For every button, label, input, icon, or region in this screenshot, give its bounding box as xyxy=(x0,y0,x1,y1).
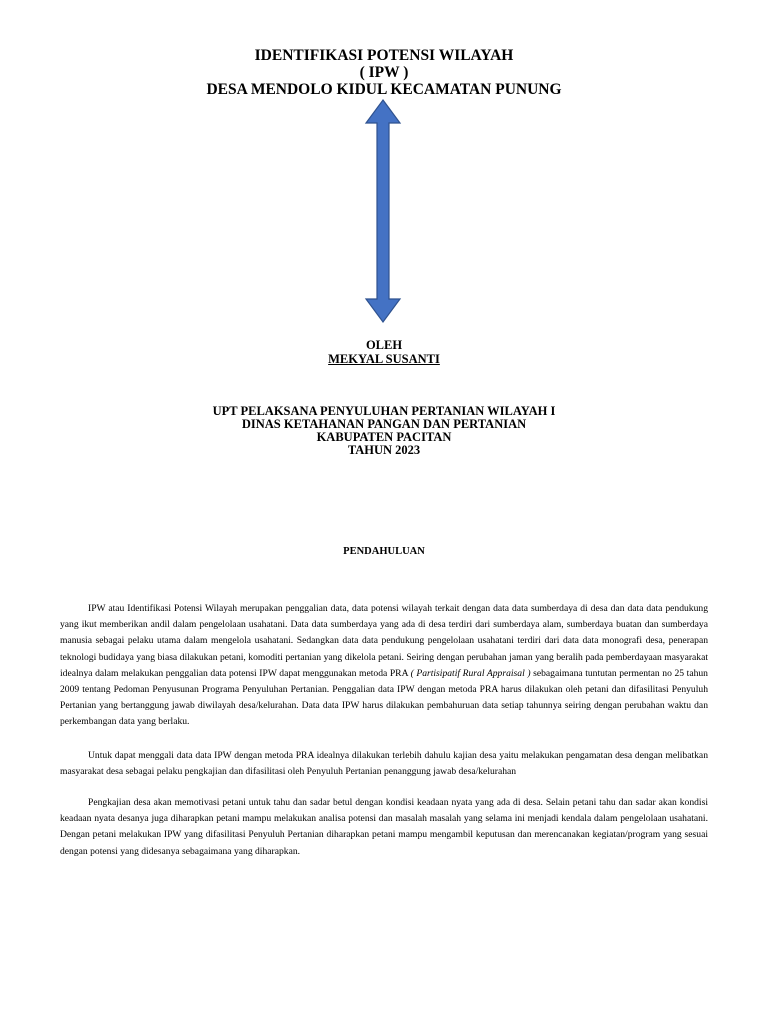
double-arrow-shape xyxy=(366,100,400,322)
institution-year: TAHUN 2023 xyxy=(347,443,421,457)
paragraph-1 xyxy=(60,601,708,731)
paragraph-3: Pengkajian desa akan memotivasi petani untuk tahu dan sadar betul dengan kondisi keadaan nyata yang ada di desa. Selain petani tahu dan sadar akan kondisi keadaan nyata desanya juga diharapkan petani mampu melakukan analisa potensi dan masalah masalah yang selama ini menjadi kendala dalam pengelolaan usahatani. Dengan petani melakukan IPW yang difasilitasi Penyuluh Pertanian diharapkan petani mampu mengambil keputusan dan merencanakan kegiatan/program yang sesuai dengan potensi yang didesanya sebagaimana yang diharapkan. xyxy=(60,797,708,857)
paragraph-2: Untuk dapat menggali data data IPW dengan metoda PRA idealnya dilakukan terlebih dahulu kajian desa yaitu melakukan pengamatan desa dengan melibatkan masyarakat desa sebagai pelaku pengkajian dan difasilitasi oleh Penyuluh Pertanian penanggung jawab desa/kelurahan xyxy=(60,750,708,778)
double-arrow-icon xyxy=(363,99,403,323)
document-title-abbreviation: ( IPW ) xyxy=(359,64,409,81)
paragraph-1-italic-term: ( Partisipatif Rural Appraisal ) xyxy=(410,667,531,679)
institution-line-3: KABUPATEN PACITAN xyxy=(316,430,452,444)
section-heading: PENDAHULUAN xyxy=(343,546,425,557)
paragraph-1-text-b: sebagaimana tuntutan permentan no 25 tahun 2009 tentang Pedoman Penyusunan Programa Penyuluhan Pertanian. Penggalian data IPW dengan metoda PRA harus dilakukan oleh petani dan difasilitasi Penyuluh Pertanian yang bertanggung jawab diwilayah desa/kelurahan. Data data IPW harus dilakukan pembahuruan data setiap tahunnya seiring dengan perubahan waktu dan perkembangan data yang berlaku. xyxy=(60,667,708,728)
institution-line-2: DINAS KETAHANAN PANGAN DAN PERTANIAN xyxy=(241,417,527,431)
author-name: MEKYAL SUSANTI xyxy=(328,352,440,366)
document-title: IDENTIFIKASI POTENSI WILAYAH xyxy=(254,47,514,64)
author-by-label: OLEH xyxy=(365,338,403,352)
institution-line-1: UPT PELAKSANA PENYULUHAN PERTANIAN WILAYAH I xyxy=(212,404,556,418)
author-name-line xyxy=(0,352,768,366)
document-subtitle: DESA MENDOLO KIDUL KECAMATAN PUNUNG xyxy=(206,81,562,98)
paragraph-1-text-a: IPW atau Identifikasi Potensi Wilayah merupakan penggalian data, data potensi wilayah terkait dengan data data sumberdaya di desa dan data data pendukung yang ikut memberikan andil dalam pengelolaan usahatani. Data data sumberdaya yang ada di desa terdiri dari sumberdaya alam, sumberdaya buatan dan sumberdaya manusia sebagai pelaku utama dalam mengelola usahatani. Sedangkan data data pendukung pengelolaan usahatani terdiri dari data data monografi desa, penerapan teknologi budidaya yang biasa dilakukan petani, komoditi pertanian yang dikelola petani. Seiring dengan perubahan jaman yang beralih pada pemberdayaan masyarakat idealnya dalam melakukan penggalian data potensi IPW dapat menggunakan metoda PRA xyxy=(60,603,708,679)
